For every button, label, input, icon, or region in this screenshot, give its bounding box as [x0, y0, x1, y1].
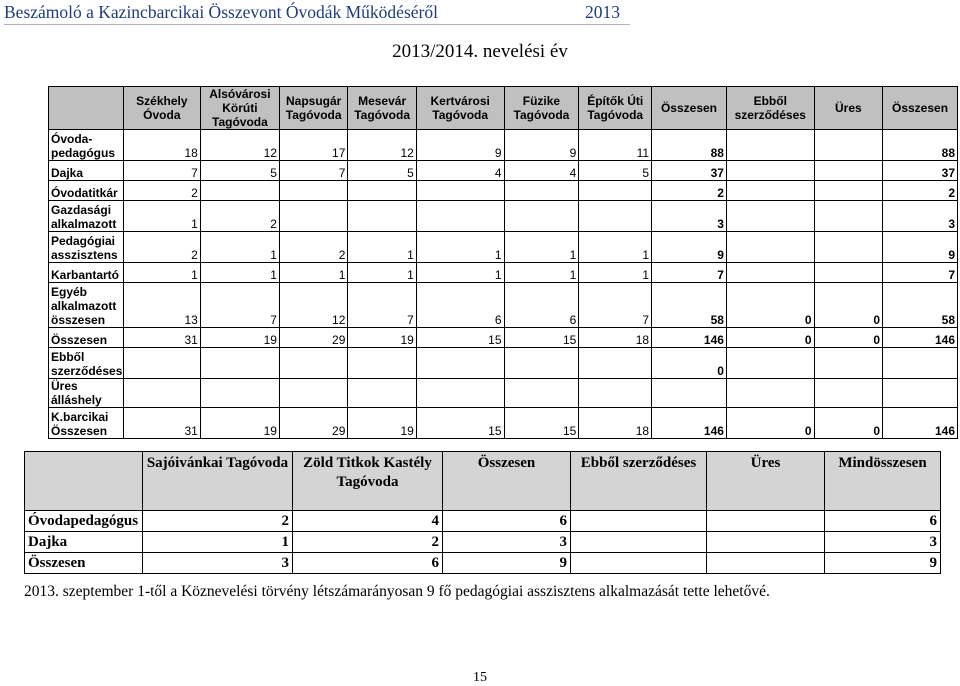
table-cell: [504, 348, 579, 379]
table-cell: [123, 348, 200, 379]
table-cell: [707, 511, 825, 532]
table-row: [25, 553, 941, 574]
table-cell: [416, 181, 504, 201]
table-cell: [579, 348, 652, 379]
table-cell: 2: [123, 181, 200, 201]
table-row: [49, 263, 958, 283]
table-cell: 1: [123, 201, 200, 232]
column-header: [49, 87, 124, 130]
column-header: Üres: [814, 87, 882, 130]
table-cell: [726, 181, 814, 201]
table-cell: 17: [279, 130, 347, 161]
column-header: [25, 452, 143, 511]
table-row: [49, 130, 958, 161]
row-label: Dajka: [49, 161, 124, 181]
table-cell: 0: [814, 408, 882, 439]
table-cell: [279, 348, 347, 379]
table-cell: [579, 379, 652, 408]
column-header: Ebből szerződéses: [571, 452, 707, 511]
table-cell: 1: [279, 263, 347, 283]
table-cell: 146: [883, 328, 958, 348]
table-cell: [200, 379, 279, 408]
table-cell: 58: [883, 283, 958, 328]
table-row: [25, 532, 941, 553]
table-cell: 6: [443, 511, 571, 532]
table-cell: 88: [652, 130, 727, 161]
table-cell: 19: [200, 328, 279, 348]
table-cell: 2: [652, 181, 727, 201]
table-cell: [279, 379, 347, 408]
column-header: Mesevár Tagóvoda: [348, 87, 416, 130]
table-row: [25, 511, 941, 532]
column-header: Építők Úti Tagóvoda: [579, 87, 652, 130]
table-cell: 31: [123, 408, 200, 439]
table-cell: 3: [443, 532, 571, 553]
table-row: [49, 283, 958, 328]
table-cell: 12: [279, 283, 347, 328]
table-cell: 1: [123, 263, 200, 283]
table-row: [49, 181, 958, 201]
table-cell: 4: [416, 161, 504, 181]
table-cell: 3: [883, 201, 958, 232]
column-header: Sajóivánkai Tagóvoda: [143, 452, 293, 511]
table-cell: 3: [825, 532, 941, 553]
table-cell: 7: [883, 263, 958, 283]
table-cell: 31: [123, 328, 200, 348]
column-header: Kertvárosi Tagóvoda: [416, 87, 504, 130]
page-number: 15: [473, 670, 487, 685]
table-cell: 5: [348, 161, 416, 181]
table-cell: [652, 379, 727, 408]
table-cell: 19: [348, 328, 416, 348]
table-cell: [726, 161, 814, 181]
table-cell: [416, 348, 504, 379]
staff-table-kazincbarcika: [48, 86, 958, 439]
table-cell: [123, 379, 200, 408]
row-label: Gazdasági alkalmazott: [49, 201, 124, 232]
table-row: [49, 161, 958, 181]
table-cell: [707, 553, 825, 574]
table-cell: 9: [652, 232, 727, 263]
table-cell: 1: [200, 263, 279, 283]
table-cell: [814, 161, 882, 181]
table-cell: [726, 379, 814, 408]
table-cell: 7: [579, 283, 652, 328]
table-cell: 18: [579, 328, 652, 348]
column-header: Napsugár Tagóvoda: [279, 87, 347, 130]
table-cell: [814, 130, 882, 161]
table-cell: 7: [652, 263, 727, 283]
row-label: Óvodapedagógus: [25, 511, 143, 532]
table-cell: 2: [123, 232, 200, 263]
table-cell: 6: [416, 283, 504, 328]
table-cell: 7: [279, 161, 347, 181]
table-cell: 15: [504, 408, 579, 439]
table-row: [49, 328, 958, 348]
table-cell: 6: [504, 283, 579, 328]
table-cell: [279, 181, 347, 201]
table-cell: [416, 201, 504, 232]
table-cell: 7: [123, 161, 200, 181]
row-label: Pedagógiai asszisztens: [49, 232, 124, 263]
table-cell: [504, 201, 579, 232]
table-cell: 3: [143, 553, 293, 574]
table-cell: [814, 181, 882, 201]
staff-table-tagovodak: [24, 451, 941, 574]
table-cell: [814, 232, 882, 263]
table-row: [49, 348, 958, 379]
table-cell: 9: [883, 232, 958, 263]
table-cell: 9: [504, 130, 579, 161]
table-cell: [814, 379, 882, 408]
table-cell: 2: [293, 532, 443, 553]
table-cell: 13: [123, 283, 200, 328]
table-cell: [579, 201, 652, 232]
table-cell: 0: [726, 328, 814, 348]
table-cell: 15: [416, 408, 504, 439]
table-cell: [200, 348, 279, 379]
table-cell: 146: [652, 328, 727, 348]
column-header: Székhely Óvoda: [123, 87, 200, 130]
table-cell: 1: [579, 232, 652, 263]
table-cell: 4: [504, 161, 579, 181]
column-header: Üres: [707, 452, 825, 511]
table-cell: 3: [652, 201, 727, 232]
table-cell: 1: [416, 263, 504, 283]
footnote: 2013. szeptember 1-től a Köznevelési törvény létszámarányosan 9 fő pedagógiai asszisztens alkalmazását tette lehetővé.: [24, 583, 770, 600]
table-cell: [279, 201, 347, 232]
row-label: K.barcikai Összesen: [49, 408, 124, 439]
table-cell: [814, 263, 882, 283]
school-year-title: 2013/2014. nevelési év: [392, 41, 568, 62]
table-cell: 1: [579, 263, 652, 283]
table-cell: 29: [279, 328, 347, 348]
column-header: Összesen: [652, 87, 727, 130]
table-cell: 2: [883, 181, 958, 201]
table-cell: [726, 263, 814, 283]
table-row: [49, 201, 958, 232]
table-cell: 0: [726, 283, 814, 328]
running-header: [4, 2, 630, 25]
table-cell: 7: [348, 283, 416, 328]
table-cell: [571, 511, 707, 532]
row-label: Ebből szerződéses: [49, 348, 124, 379]
table-cell: 1: [504, 232, 579, 263]
column-header: Füzike Tagóvoda: [504, 87, 579, 130]
table-cell: 1: [143, 532, 293, 553]
table-cell: [726, 130, 814, 161]
table-cell: [571, 553, 707, 574]
table-cell: 2: [200, 201, 279, 232]
table-cell: 19: [200, 408, 279, 439]
table-cell: 15: [416, 328, 504, 348]
column-header: Mindösszesen: [825, 452, 941, 511]
table-cell: 15: [504, 328, 579, 348]
row-label: Óvodatitkár: [49, 181, 124, 201]
table-cell: 0: [814, 328, 882, 348]
table-cell: [579, 181, 652, 201]
table-cell: 19: [348, 408, 416, 439]
table-cell: [883, 379, 958, 408]
row-label: Összesen: [49, 328, 124, 348]
table-cell: [348, 379, 416, 408]
table-cell: [504, 181, 579, 201]
table-cell: 7: [200, 283, 279, 328]
table-cell: 4: [293, 511, 443, 532]
table-cell: 9: [443, 553, 571, 574]
table-cell: 5: [579, 161, 652, 181]
table-cell: [726, 232, 814, 263]
table-cell: [883, 348, 958, 379]
table-cell: 2: [279, 232, 347, 263]
table-cell: 12: [200, 130, 279, 161]
table-cell: 1: [200, 232, 279, 263]
table-row: [49, 232, 958, 263]
table-cell: 11: [579, 130, 652, 161]
table-cell: 146: [652, 408, 727, 439]
table-cell: 1: [416, 232, 504, 263]
table-cell: 9: [416, 130, 504, 161]
table-cell: 18: [579, 408, 652, 439]
table-cell: 1: [348, 232, 416, 263]
table-cell: 37: [883, 161, 958, 181]
table-cell: 5: [200, 161, 279, 181]
table-cell: 9: [825, 553, 941, 574]
table-cell: [348, 348, 416, 379]
table-cell: 1: [348, 263, 416, 283]
table-cell: [348, 181, 416, 201]
table-row: [49, 379, 958, 408]
table-cell: [726, 201, 814, 232]
table-cell: [814, 348, 882, 379]
table-cell: 2: [143, 511, 293, 532]
table-row: [49, 408, 958, 439]
column-header: Zöld Titkok Kastély Tagóvoda: [293, 452, 443, 511]
table-cell: [416, 379, 504, 408]
table-cell: 146: [883, 408, 958, 439]
table-cell: [726, 348, 814, 379]
table-cell: 1: [504, 263, 579, 283]
row-label: Összesen: [25, 553, 143, 574]
table-cell: 12: [348, 130, 416, 161]
table-cell: 6: [293, 553, 443, 574]
table-cell: [571, 532, 707, 553]
column-header: Alsóvárosi Körúti Tagóvoda: [200, 87, 279, 130]
table-cell: [814, 201, 882, 232]
table-cell: 29: [279, 408, 347, 439]
header-title: Beszámoló a Kazincbarcikai Összevont Óvodák Működéséről: [4, 2, 438, 22]
row-label: Dajka: [25, 532, 143, 553]
table-cell: 0: [726, 408, 814, 439]
table-cell: [348, 201, 416, 232]
table-header-row: [25, 452, 941, 511]
row-label: Egyéb alkalmazott összesen: [49, 283, 124, 328]
column-header: Összesen: [883, 87, 958, 130]
table-cell: [707, 532, 825, 553]
table-cell: [504, 379, 579, 408]
table-cell: 88: [883, 130, 958, 161]
table-cell: 58: [652, 283, 727, 328]
row-label: Üres álláshely: [49, 379, 124, 408]
table-cell: 18: [123, 130, 200, 161]
column-header: Összesen: [443, 452, 571, 511]
table-cell: 37: [652, 161, 727, 181]
table-cell: 0: [652, 348, 727, 379]
table-cell: 0: [814, 283, 882, 328]
row-label: Karbantartó: [49, 263, 124, 283]
row-label: Óvoda-pedagógus: [49, 130, 124, 161]
table-header-row: [49, 87, 958, 130]
table-cell: [200, 181, 279, 201]
column-header: Ebből szerződéses: [726, 87, 814, 130]
header-year: 2013: [585, 2, 620, 22]
table-cell: 6: [825, 511, 941, 532]
